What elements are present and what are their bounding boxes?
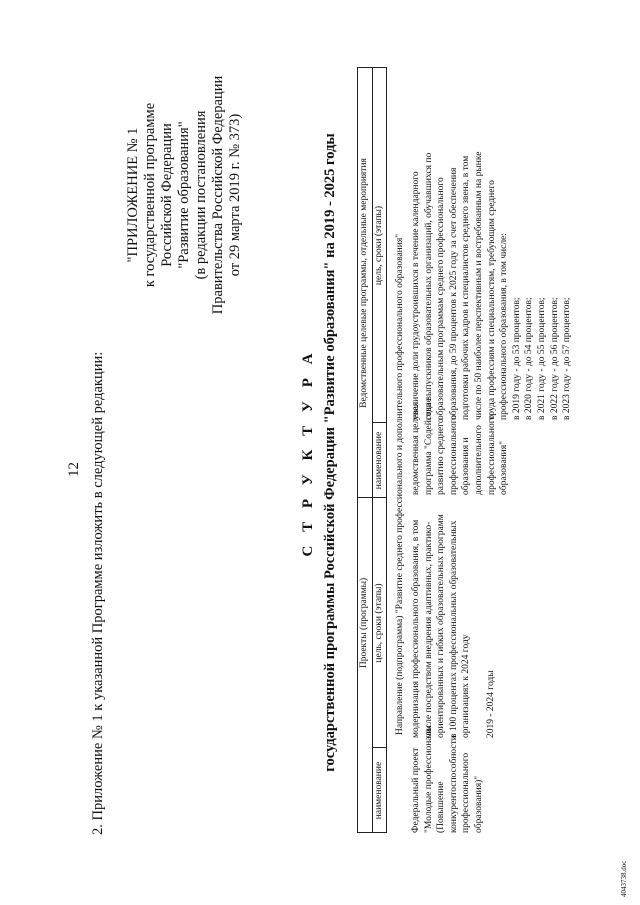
header-goal: цель, сроки (этапы) bbox=[374, 583, 384, 663]
text-line: образования, до 59 процентов к 2025 году за счет обеспечения bbox=[448, 167, 459, 420]
header-name: наименование bbox=[374, 761, 384, 820]
text-line: профессионального bbox=[486, 414, 497, 495]
text-line: увеличение доли трудоустроившихся в течение календарного bbox=[411, 171, 421, 420]
annex-line: от 29 марта 2019 г. № 373) bbox=[227, 113, 243, 277]
header-projects: Проекты (программы) bbox=[359, 577, 369, 669]
text-line: ориентированных и гибких образовательных программ bbox=[436, 514, 447, 738]
text-line: в 2021 году - до 55 процентов; bbox=[536, 297, 547, 420]
annex-block bbox=[125, 45, 244, 345]
project-goal-cell bbox=[410, 514, 498, 738]
text-line: профессионального образования, в том числе: bbox=[499, 233, 510, 420]
text-line: Федеральный проект bbox=[411, 747, 421, 833]
text-line: в 2020 году - до 54 процентов; bbox=[524, 297, 535, 420]
spacer bbox=[473, 514, 485, 738]
annex-line: "ПРИЛОЖЕНИЕ № 1 bbox=[125, 127, 141, 263]
header-name-2: наименование bbox=[374, 431, 384, 490]
annex-line: Российской Федерации bbox=[159, 123, 175, 267]
text-line: числе посредством внедрения адаптивных, практико- bbox=[423, 521, 434, 738]
table-header-divider bbox=[372, 67, 373, 833]
text-line: дополнительного bbox=[473, 425, 484, 495]
text-line: модернизация профессионального образования, в том bbox=[411, 519, 421, 738]
annex-line: Правительства Российской Федерации bbox=[210, 75, 226, 315]
text-line: в 2019 году - до 53 процентов; bbox=[511, 297, 522, 420]
text-line: конкурентоспособности bbox=[448, 735, 459, 833]
project-years: 2019 - 2024 годы bbox=[485, 670, 496, 738]
intro-text: 2. Приложение № 1 к указанной Программе изложить в следующей редакции: bbox=[90, 351, 106, 835]
text-line: числе по 50 наиболее перспективным и востребованным на рынке bbox=[473, 151, 484, 420]
text-line: образования" bbox=[499, 441, 510, 495]
text-line: "Молодые профессионалы bbox=[423, 725, 434, 833]
file-footer: 4043738.doc bbox=[620, 860, 628, 897]
text-line: труда профессиям и специальностям, требующим среднего bbox=[486, 180, 497, 420]
text-line: развитию среднего bbox=[436, 418, 447, 495]
table-header bbox=[357, 67, 387, 833]
document-title: С Т Р У К Т У Р А bbox=[300, 348, 316, 557]
text-line: в 100 процентах профессиональных образовательных bbox=[448, 520, 459, 738]
text-line: образовательным программам среднего профессионального bbox=[436, 177, 447, 420]
text-line: образования и bbox=[461, 437, 472, 495]
text-line: образования)" bbox=[473, 775, 484, 833]
header-goal-2: цель, сроки (этапы) bbox=[374, 205, 384, 286]
text-line: ведомственная целевая bbox=[411, 401, 421, 495]
header-departmental: Ведомственные целевые программы, отдельные мероприятия bbox=[359, 158, 369, 408]
text-line: программа "Содействие bbox=[423, 398, 434, 495]
text-line: года выпускников образовательных организаций, обучавшихся по bbox=[423, 152, 434, 420]
text-line: (Повышение bbox=[436, 781, 447, 833]
text-line: подготовки рабочих кадров и специалистов среднего звена, в том bbox=[461, 155, 472, 420]
document-subtitle: государственной программы Российской Федерации "Развитие образования" на 2019 - 2025 годы bbox=[322, 133, 338, 772]
page-number: 12 bbox=[66, 462, 82, 477]
text-line: в 2023 году - до 57 процентов; bbox=[562, 297, 573, 420]
annex-line: "Развитие образования" bbox=[176, 121, 192, 269]
text-line: в 2022 году - до 56 процентов; bbox=[549, 297, 560, 420]
text-line: профессионального bbox=[448, 414, 459, 495]
project-name-cell bbox=[410, 725, 486, 833]
text-line: профессионального bbox=[461, 752, 472, 833]
direction-heading: Направление (подпрограмма) "Развитие среднего профессионального и дополнительного профессионального образования" bbox=[395, 233, 405, 735]
program-goal-cell bbox=[410, 152, 574, 420]
annex-line: к государственной программе bbox=[142, 102, 158, 288]
annex-line: (в редакции постановления bbox=[193, 110, 209, 280]
text-line: организациях к 2024 году bbox=[461, 634, 472, 738]
